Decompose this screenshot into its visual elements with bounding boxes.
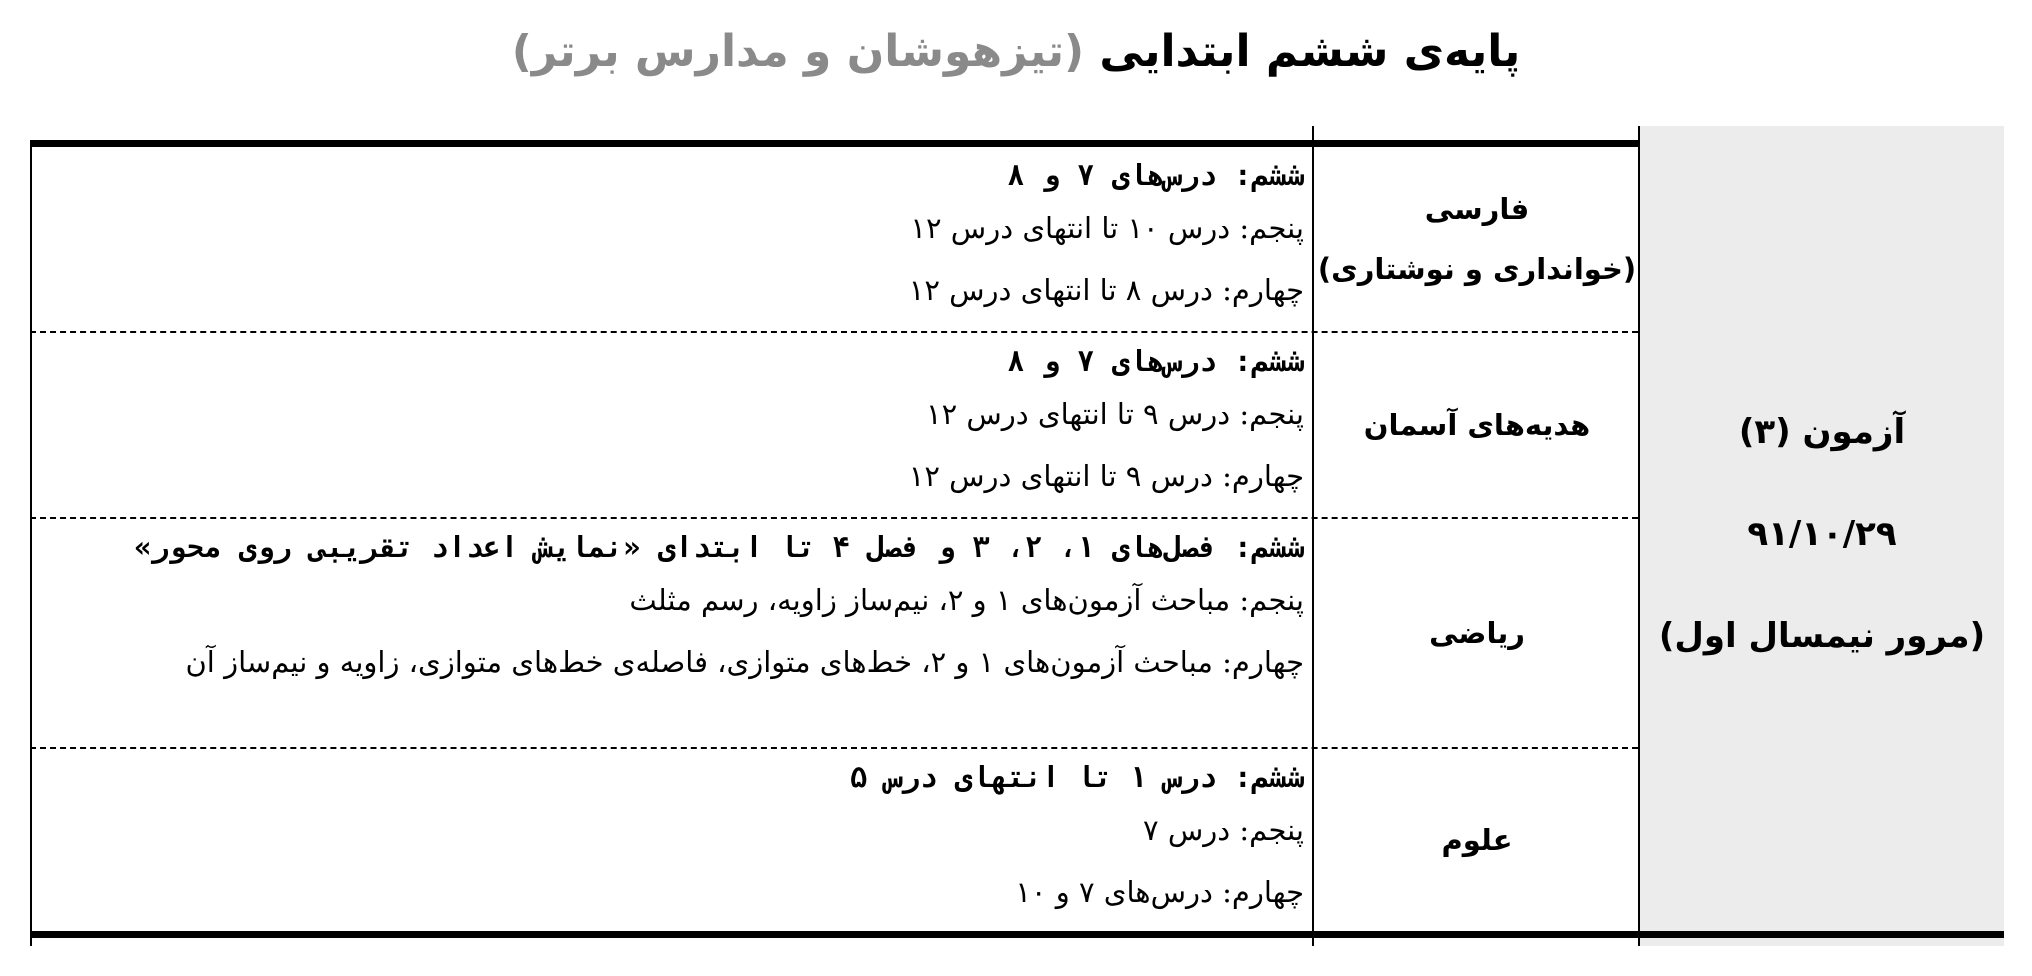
grade-four-line: چهارم: درس ۹ تا انتهای درس ۱۲ [908,459,1304,493]
grade-four-line: چهارم: درس ۸ تا انتهای درس ۱۲ [908,273,1304,307]
syllabus-cell [42,519,1304,693]
table-row-persian [30,147,1638,333]
grade-five-line: پنجم: درس ۷ [1143,813,1304,847]
page-title-subtitle: (تیزهوشان و مدارس برتر) [511,26,1085,77]
subject-cell [1316,749,1638,931]
exam-date: ۹۱/۱۰/۲۹ [1747,514,1897,554]
exam-info [1640,406,2004,662]
subject-rows [30,126,1638,946]
table-row-religion [30,333,1638,519]
exam-schedule-table [30,126,2004,946]
subject-name: هدیه‌های آسمان [1363,408,1591,442]
table-bottom-rule [30,931,2004,938]
grade-five-line: پنجم: درس ۹ تا انتهای درس ۱۲ [926,397,1304,431]
grade-four-line: چهارم: مباحث آزمون‌های ۱ و ۲، خط‌های متوازی، فاصله‌ی خط‌های متوازی، زاویه و نیم‌ساز آن [185,645,1304,679]
table-row-science [30,749,1638,931]
exam-column [1638,126,2004,946]
grade-five-line: پنجم: درس ۱۰ تا انتهای درس ۱۲ [910,211,1304,245]
page-title-main: پایه‌ی ششم ابتدایی [1099,26,1521,77]
table-header-rule [30,126,1638,147]
exam-note: (مرور نیمسال اول) [1658,616,1986,656]
grade-six-line: ششم: درس‌های ۷ و ۸ [1007,158,1304,192]
grade-four-line: چهارم: درس‌های ۷ و ۱۰ [1015,875,1304,909]
table-row-math [30,519,1638,749]
subject-name: علوم [1441,823,1513,857]
grade-six-line: ششم: درس ۱ تا انتهای درس ۵ [850,760,1304,794]
grade-six-line: ششم: فصل‌های ۱، ۲، ۳ و فصل ۴ تا ابتدای «نمایش اعداد تقریبی روی محور» [134,530,1304,564]
syllabus-cell [42,147,1304,321]
subject-cell [1316,147,1638,331]
subject-name: ریاضی [1429,616,1525,650]
grade-five-line: پنجم: مباحث آزمون‌های ۱ و ۲، نیم‌ساز زاویه، رسم مثلث [629,583,1304,617]
grade-six-line: ششم: درس‌های ۷ و ۸ [1007,344,1304,378]
syllabus-cell [42,333,1304,507]
exam-name: آزمون (۳) [1738,412,1906,452]
subject-cell [1316,519,1638,747]
subject-cell [1316,333,1638,517]
subject-name-detail: (خوانداری و نوشتاری) [1317,252,1637,286]
page-title [0,22,2032,82]
syllabus-cell [42,749,1304,923]
subject-name: فارسی [1424,192,1530,226]
